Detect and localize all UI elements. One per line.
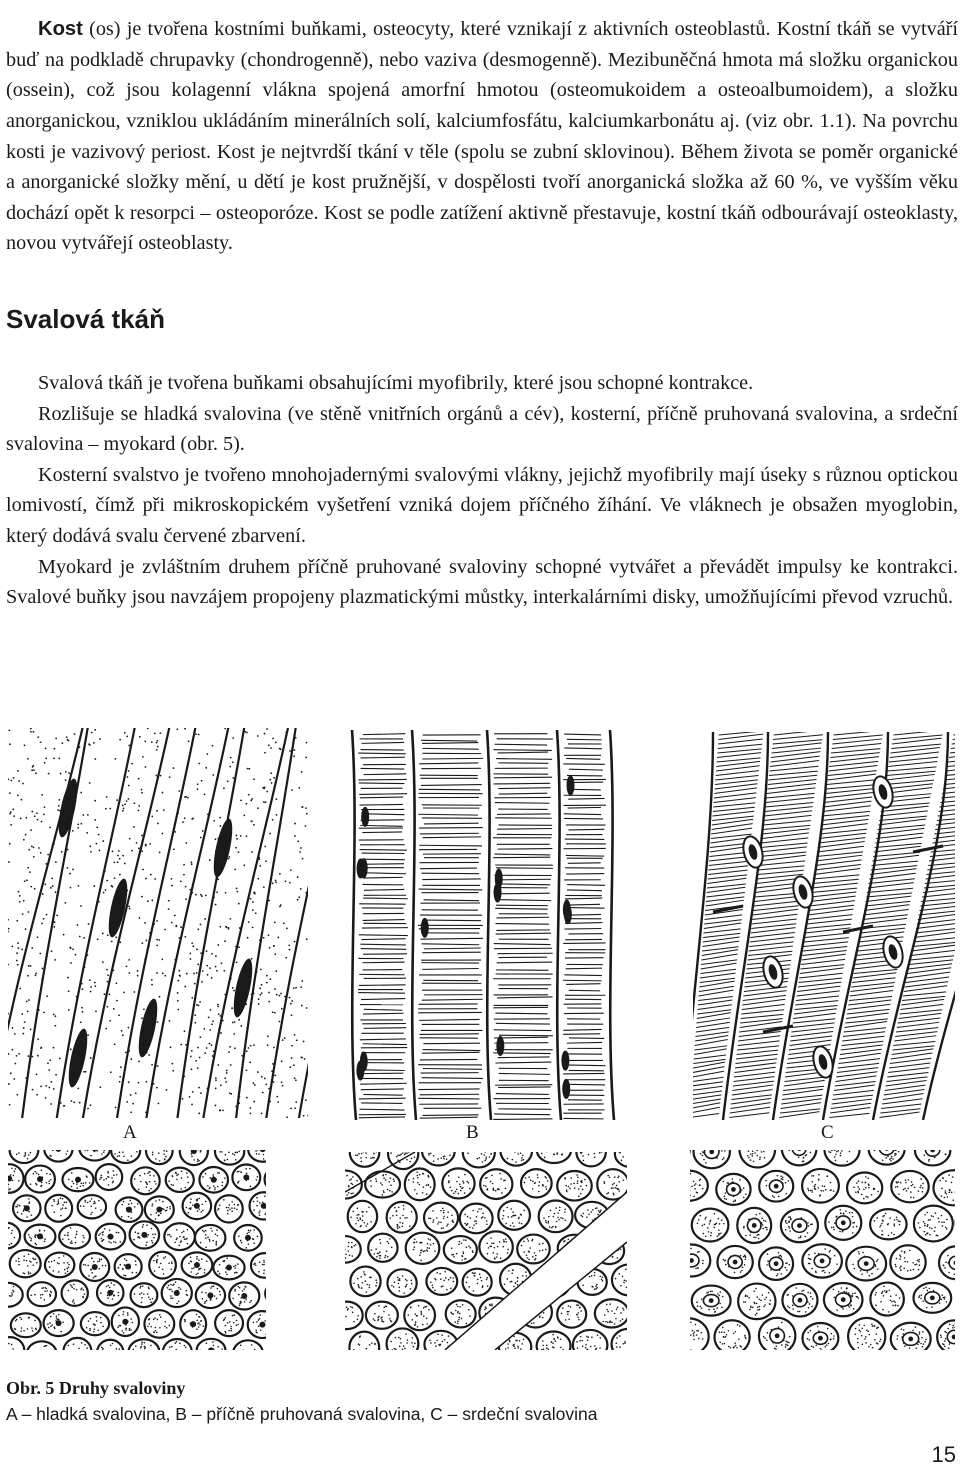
paragraph-skeletal-muscle: Kosterní svalstvo je tvořeno mnohojadernými svalovými vlákny, jejichž myofibrily mají úseky s různou optickou lomivostí, čímž při mikroskopickém vyšetření vzniká dojem příčného žíhání. Ve vláknech je obsažen myoglobin, který dodává svalu červené zbarvení. (6, 463, 958, 547)
section-heading: Svalová tkáň (6, 304, 165, 334)
paragraph-muscle-types: Rozlišuje se hladká svalovina (ve stěně vnitřních orgánů a cév), kosterní, příčně pruhovaná svalovina, a srdeční svalovina – myokard (obr. 5). (6, 402, 958, 456)
paragraph-bone (6, 14, 958, 259)
panel-c-longitudinal (693, 732, 955, 1120)
figure-label-b: B (466, 1122, 479, 1143)
figure-caption-title: Obr. 5 Druhy svaloviny (6, 1378, 186, 1398)
figure-muscle-types (0, 720, 960, 1380)
panel-b-longitudinal (342, 730, 617, 1120)
panel-c-cross-section (690, 1150, 955, 1350)
panel-b-cross-section (345, 1152, 627, 1350)
figure-label-c: C (821, 1122, 834, 1143)
section-body (6, 368, 958, 613)
figure-caption-text: A – hladká svalovina, B – příčně pruhovaná svalovina, C – srdeční svalovina (6, 1404, 598, 1424)
paragraph-myocard: Myokard je zvláštním druhem příčně pruhované svaloviny schopné vytvářet a převádět impulsy ke kontrakci. Svalové buňky jsou navzájem propojeny plazmatickými můstky, interkalárními disky, umožňujícími převod vzruchů. (6, 555, 958, 609)
page-number: 15 (931, 1442, 956, 1467)
panel-a-cross-section (8, 1150, 266, 1350)
paragraph-muscle-intro: Svalová tkáň je tvořena buňkami obsahujícími myofibrily, které jsou schopné kontrakce. (38, 372, 754, 394)
panel-a-longitudinal (8, 728, 308, 1118)
figure-label-a: A (123, 1122, 137, 1143)
paragraph-bone-text: (os) je tvořena kostními buňkami, osteocyty, které vznikají z aktivních osteoblastů. Kostní tkáň se vytváří buď na podkladě chrupavky (chondrogenně), nebo vaziva (desmogenně). Mezibuněčná hmota má složku organickou (ossein), což jsou kolagenní vlákna spojená amorfní hmotou (osteomukoidem a osteoalbumoidem), a složku anorganickou, vzniklou ukládáním minerálních solí, kalciumfosfátu, kalciumkarbonátu aj. (viz obr. 1.1). Na povrchu kosti je vazivový periost. Kost je nejtvrdší tkání v těle (spolu se zubní sklovinou). Během života se poměr organické a anorganické složky mění, u dětí je kost pružnější, v dospělosti tvoří anorganická složka až 60 %, ve vyšším věku dochází opět k resorpci – osteoporóze. Kost se podle zatížení aktivně přestavuje, kostní tkáň odbourávají osteoklasty, novou vytvářejí osteoblasty. (6, 18, 959, 255)
term-kost: Kost (38, 18, 83, 41)
